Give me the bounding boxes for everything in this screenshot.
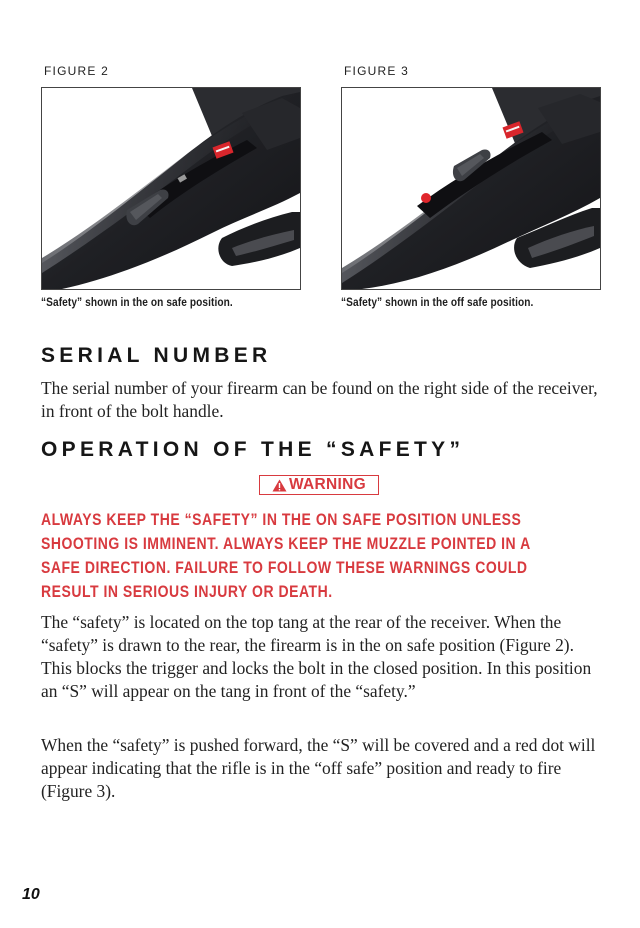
operation-paragraph-2: When the “safety” is pushed forward, the “S” will be covered and a red dot will appear indicating that the rifle is in the “off safe” position and ready to fire (Figure 3). (41, 735, 596, 801)
figure-3-caption: “Safety” shown in the off safe position. (341, 297, 534, 309)
figure-2-label: FIGURE 2 (44, 64, 109, 78)
page-number: 10 (22, 886, 40, 903)
figure-2-photo (41, 87, 301, 290)
figure-3-label: FIGURE 3 (344, 64, 409, 78)
warning-text: ALWAYS KEEP THE “SAFETY” IN THE ON SAFE POSITION UNLESS SHOOTING IS IMMINENT. ALWAYS KEEP THE MUZZLE POINTED IN A SAFE DIRECTION. FAILURE TO FOLLOW THESE WARNINGS COULD RESULT IN SERIOUS INJURY OR DEATH. (41, 511, 531, 601)
warning-badge-label: WARNING (288, 476, 366, 493)
operation-paragraph-1: The “safety” is located on the top tang at the rear of the receiver. When the “safety” is drawn to the rear, the firearm is in the on safe position (Figure 2). This blocks the trigger and locks the bolt in the closed position. In this position an “S” will appear on the tang in front of the “safety.” (41, 612, 592, 701)
serial-number-body: The serial number of your firearm can be found on the right side of the receiver, in front of the bolt handle. (41, 378, 598, 421)
figure-3-photo (341, 87, 601, 290)
warning-triangle-icon (272, 479, 287, 492)
figure-2-caption: “Safety” shown in the on safe position. (41, 297, 233, 309)
warning-badge (259, 475, 379, 495)
serial-number-heading: SERIAL NUMBER (41, 344, 272, 367)
operation-heading: OPERATION OF THE “SAFETY” (41, 438, 465, 461)
